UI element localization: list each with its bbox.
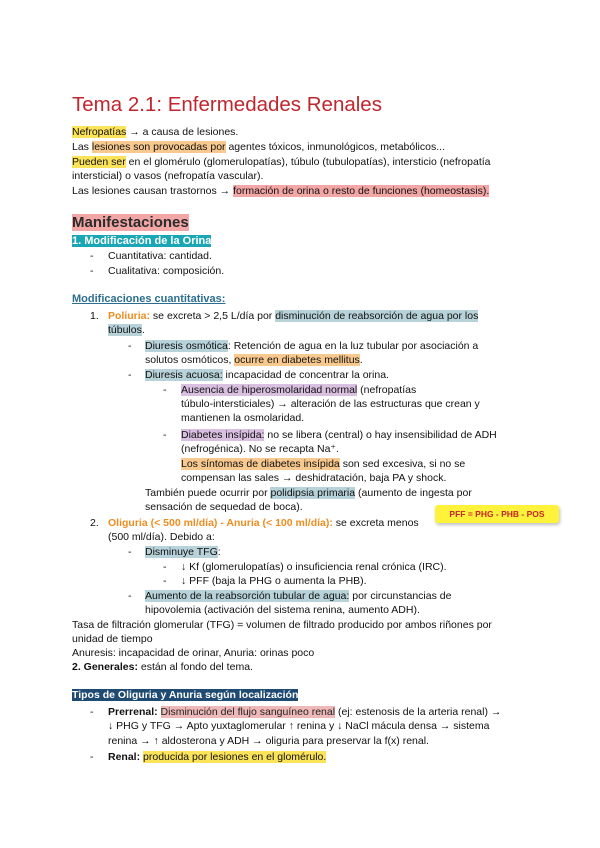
tasa-line-2: unidad de tiempo xyxy=(72,633,153,645)
bullet-dash: - xyxy=(163,561,167,573)
anuresis-line: Anuresis: incapacidad de orinar, Anuria: orinas poco xyxy=(72,647,315,659)
bullet-dash: - xyxy=(163,575,167,587)
hiperosmolaridad-label: Ausencia de hiperosmolaridad normal xyxy=(181,384,358,396)
diabetes-insipida-line-4: compensan las sales → deshidratación, baja PA y shock. xyxy=(181,472,447,484)
diuresis-osmotica-label: Diuresis osmótica xyxy=(145,340,228,352)
list-number-2: 2. xyxy=(90,517,99,529)
hiperosmolaridad-line-2: túbulo-intersticiales) → alteración de las estructuras que crean y xyxy=(181,398,480,410)
bullet-dash: - xyxy=(128,546,132,558)
reabsorcion-label: Aumento de la reabsorción tubular de agua: xyxy=(145,590,350,602)
polidipsia-line-2: sensación de sequedad de boca). xyxy=(145,501,303,513)
polidipsia-line-1: También puede ocurrir por polidipsia primaria (aumento de ingesta por xyxy=(145,487,472,499)
disminuye-tfg-line: Disminuye TFG: xyxy=(145,546,221,558)
oliguria-line-1: Oliguria (< 500 ml/día) - Anuria (< 100 ml/día): se excreta menos xyxy=(108,517,419,529)
pueden-ser-highlight: Pueden ser xyxy=(72,156,126,168)
page-title: Tema 2.1: Enfermedades Renales xyxy=(72,93,382,116)
bullet-dash: - xyxy=(128,340,132,352)
section-1-heading: 1. Modificación de la Orina xyxy=(72,235,212,247)
anuria-label: Anuria (< 100 ml/día): xyxy=(226,517,333,529)
diuresis-acuosa-label: Diuresis acuosa: xyxy=(145,369,223,381)
lesiones-highlight: lesiones son provocadas por xyxy=(91,141,226,153)
diuresis-osmotica-line-2: solutos osmóticos, ocurre en diabetes mellitus. xyxy=(145,354,363,366)
manifestaciones-heading: Manifestaciones xyxy=(72,214,189,231)
poliuria-line-1: Poliuria: se excreta > 2,5 L/día por disminución de reabsorción de agua por los xyxy=(108,310,479,322)
prerrenal-line-3: renina → ↑ aldosterona y ADH → oliguria para preservar la f(x) renal. xyxy=(108,735,429,747)
diuresis-osmotica-line-1: Diuresis osmótica: Retención de agua en la luz tubular por asociación a xyxy=(145,340,479,352)
prerrenal-line-2: ↓ PHG y TFG → Apto yuxtaglomerular ↑ renina y ↓ NaCl mácula densa → sistema xyxy=(108,720,490,732)
diuresis-acuosa-line: Diuresis acuosa: incapacidad de concentrar la orina. xyxy=(145,369,389,381)
bullet-dash: - xyxy=(128,369,132,381)
bullet-dash: - xyxy=(128,590,132,602)
intro-line-4: intersticial) o vasos (nefropatía vascular). xyxy=(72,170,264,182)
polidipsia-highlight: polidipsia primaria xyxy=(270,487,356,499)
poliuria-label: Poliuria: xyxy=(108,310,151,322)
nefropatias-highlight: Nefropatías xyxy=(72,126,127,138)
intro-line-3: Pueden ser en el glomérulo (glomerulopatías), túbulo (tubulopatías), intersticio (nefropatía xyxy=(72,156,491,168)
oliguria-line-2: (500 ml/día). Debido a: xyxy=(108,531,215,543)
reabsorcion-line-2: hipovolemia (activación del sistema renina, aumento ADH). xyxy=(145,604,420,616)
renal-highlight: producida por lesiones en el glomérulo. xyxy=(143,751,327,763)
renal-label: Renal: xyxy=(108,751,141,763)
bullet-dash: - xyxy=(90,751,94,763)
diabetes-insipida-line-3: Los síntomas de diabetes insípida son sed excesiva, si no se xyxy=(181,458,466,470)
disminuye-tfg-label: Disminuye TFG xyxy=(145,546,218,558)
bullet-dash: - xyxy=(163,429,167,441)
bullet-dash: - xyxy=(90,265,94,277)
diabetes-insipida-label: Diabetes insípida: xyxy=(181,429,265,441)
cuantitativas-heading: Modificaciones cuantitativas: xyxy=(72,293,226,305)
intro-line-1: Nefropatías → a causa de lesiones. xyxy=(72,126,239,138)
list-item-cualitativa: Cualitativa: composición. xyxy=(108,265,225,277)
sintomas-highlight: Los síntomas de diabetes insípida xyxy=(181,458,340,470)
hiperosmolaridad-line-3: mantienen la osmolaridad. xyxy=(181,412,305,424)
tipos-heading: Tipos de Oliguria y Anuria según localización xyxy=(72,689,299,701)
pff-line: ↓ PFF (baja la PHG o aumenta la PHB). xyxy=(181,575,367,587)
list-item-cuantitativa: Cuantitativa: cantidad. xyxy=(108,250,212,262)
intro-line-2: Las lesiones son provocadas por agentes tóxicos, inmunológicos, metabólicos... xyxy=(72,141,445,153)
bullet-dash: - xyxy=(90,250,94,262)
prerrenal-line-1: Prerrenal: Disminución del flujo sanguíneo renal (ej: estenosis de la arteria renal) → xyxy=(108,706,502,718)
prerrenal-highlight: Disminución del flujo sanguíneo renal xyxy=(160,706,336,718)
tasa-line-1: Tasa de filtración glomerular (TFG) = volumen de filtrado producido por ambos riñones por xyxy=(72,619,492,631)
bullet-dash: - xyxy=(90,706,94,718)
formacion-orina-highlight: formación de orina o resto de funciones (homeostasis). xyxy=(233,185,490,197)
hiperosmolaridad-line-1: Ausencia de hiperosmolaridad normal (nefropatías xyxy=(181,384,417,396)
poliuria-line-2: túbulos. xyxy=(108,324,145,336)
pff-sticky-note: PFF = PHG - PHB - POS xyxy=(435,505,559,523)
prerrenal-label: Prerrenal: xyxy=(108,706,158,718)
list-number-1: 1. xyxy=(90,310,99,322)
bullet-dash: - xyxy=(163,384,167,396)
intro-line-5: Las lesiones causan trastornos → formación de orina o resto de funciones (homeostasis). xyxy=(72,185,490,197)
diabetes-insipida-line-1: Diabetes insípida: no se libera (central) o hay insensibilidad de ADH xyxy=(181,429,497,441)
generales-line: 2. Generales: están al fondo del tema. xyxy=(72,661,253,673)
reabsorcion-line-1: Aumento de la reabsorción tubular de agua: por circunstancias de xyxy=(145,590,452,602)
oliguria-label: Oliguria (< 500 ml/día) xyxy=(108,517,218,529)
generales-label: 2. Generales: xyxy=(72,661,138,673)
renal-line xyxy=(108,750,326,764)
kf-line: ↓ Kf (glomerulopatías) o insuficiencia renal crónica (IRC). xyxy=(181,561,447,573)
diabetes-insipida-line-2: (nefrogénica). No se recapta Na⁺. xyxy=(181,443,339,455)
